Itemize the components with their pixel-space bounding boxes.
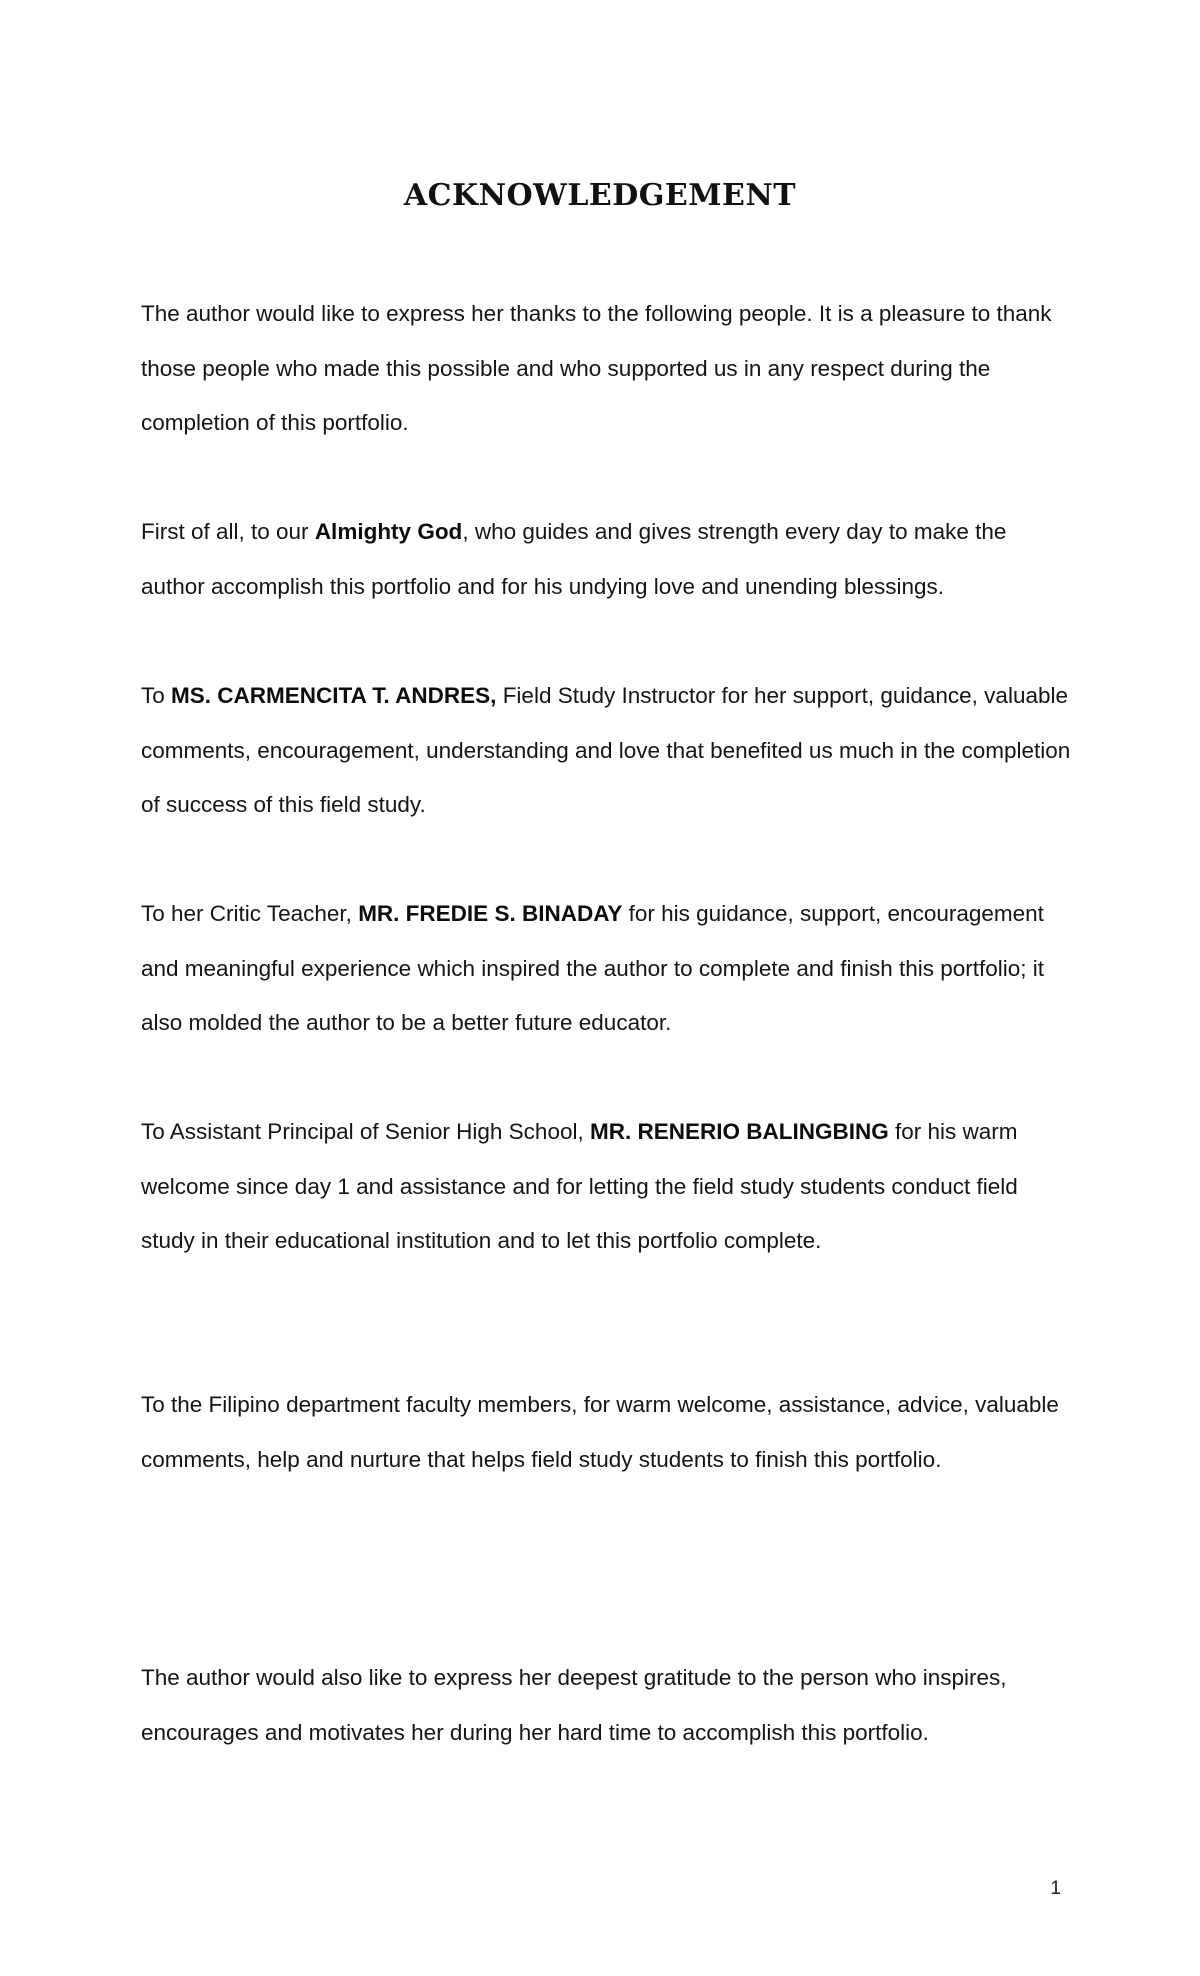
paragraph-text: The author would also like to express her deepest gratitude to the person who inspires, encourages and motivates her during her hard time to accomplish this portfolio. [141, 1665, 1007, 1745]
paragraph-bold-name: MR. RENERIO BALINGBING [589, 1119, 889, 1144]
page-title: ACKNOWLEDGEMENT [403, 178, 797, 213]
paragraph-bold-name: MR. FREDIE S. BINADAY [358, 901, 623, 926]
paragraph-bold-name: MS. CARMENCITA T. ANDRES, [171, 683, 497, 708]
paragraph-assistant-principal [141, 1105, 1076, 1269]
paragraph-text-after: for his warm welcome since day 1 and assistance and for letting the field study students conduct field study in their educational institution and to let this portfolio complete. [141, 1119, 1018, 1253]
paragraph-text-before: To Assistant Principal of Senior High School, [141, 1119, 590, 1144]
paragraph-text-after: , who guides and gives strength every day to make the author accomplish this portfolio and for his undying love and unending blessings. [141, 519, 1007, 599]
paragraph-critic-teacher [141, 887, 1076, 1051]
paragraph-filipino-department [141, 1378, 1076, 1487]
paragraph-text-before: To [141, 683, 172, 708]
paragraph-text-before: First of all, to our [141, 519, 315, 544]
paragraph-gratitude [141, 1651, 1076, 1760]
paragraph-bold-name: Almighty God [314, 519, 463, 544]
paragraph-text-before: To her Critic Teacher, [141, 901, 359, 926]
page-number: 1 [1050, 1878, 1061, 1899]
paragraph-instructor [141, 669, 1076, 833]
paragraph-text-after: Field Study Instructor for her support, guidance, valuable comments, encouragement, understanding and love that benefited us much in the completion of success of this field study. [141, 683, 1071, 817]
paragraph-almighty-god [141, 505, 1076, 614]
paragraph-text-after: for his guidance, support, encouragement and meaningful experience which inspired the author to complete and finish this portfolio; it also molded the author to be a better future educator. [141, 901, 1045, 1035]
paragraph-text: The author would like to express her thanks to the following people. It is a pleasure to thank those people who made this possible and who supported us in any respect during the completion of this portfolio. [141, 301, 1052, 435]
paragraph-text: To the Filipino department faculty members, for warm welcome, assistance, advice, valuable comments, help and nurture that helps field study students to finish this portfolio. [141, 1392, 1059, 1472]
paragraph-intro [141, 287, 1076, 451]
